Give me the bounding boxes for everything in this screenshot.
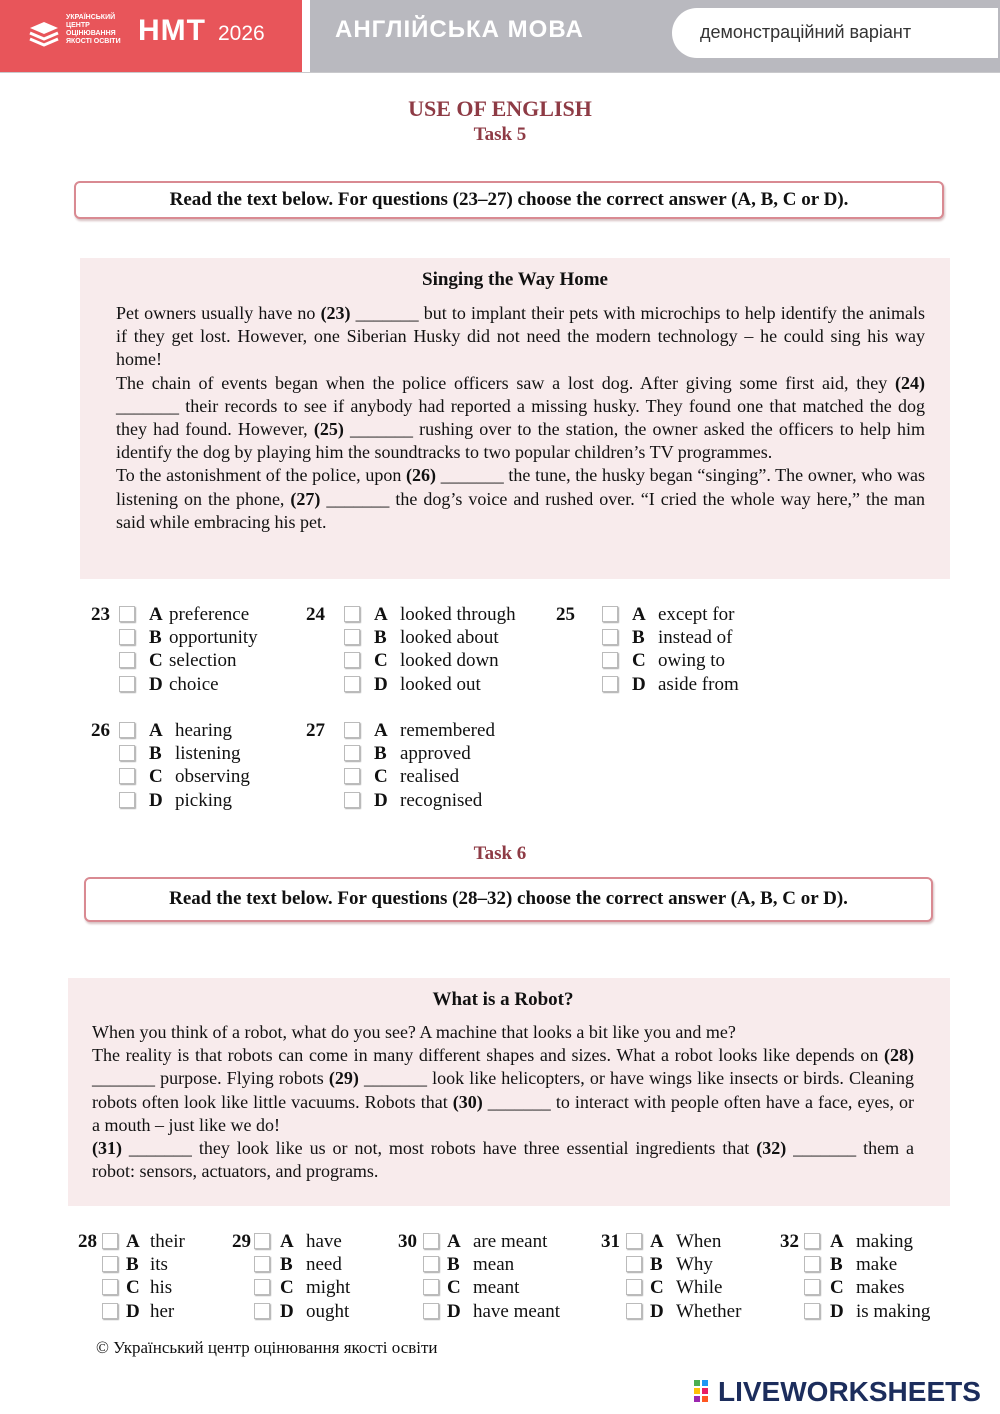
option-letter: C — [149, 766, 163, 788]
question-number: 26 — [91, 720, 110, 741]
option-letter: D — [374, 789, 388, 811]
answer-checkbox[interactable] — [423, 1303, 439, 1319]
variant-label: демонстраційний варіант — [700, 22, 912, 42]
answer-checkbox[interactable] — [804, 1303, 820, 1319]
answer-checkbox[interactable] — [626, 1256, 642, 1272]
option-row — [102, 1276, 185, 1299]
option-text: listening — [175, 743, 241, 765]
org-line: ЦЕНТР — [66, 22, 90, 29]
text: _______ they look like us or not, most robots have three essential ingredients that — [122, 1138, 757, 1159]
option-letter: D — [126, 1300, 140, 1322]
option-row — [344, 673, 516, 696]
option-letter: A — [374, 720, 388, 741]
option-row — [804, 1300, 930, 1323]
option-text: looked through — [400, 604, 516, 625]
option-text: recognised — [400, 789, 483, 811]
text: The chain of events began when the police officers saw a lost dog. After giving some first aid, they — [116, 372, 895, 393]
option-letter: A — [632, 604, 646, 625]
option-row — [626, 1230, 741, 1253]
option-row — [344, 719, 495, 742]
option-row — [344, 603, 516, 626]
answer-checkbox[interactable] — [602, 652, 618, 668]
option-text: his — [150, 1277, 173, 1299]
gap-number-31: (31) — [92, 1138, 122, 1159]
option-letter: B — [149, 743, 162, 765]
answer-checkbox[interactable] — [344, 629, 360, 645]
option-row — [804, 1253, 930, 1276]
task6-passage-box — [68, 978, 950, 1206]
option-letter: A — [149, 604, 163, 625]
option-row — [119, 626, 258, 649]
paragraph — [116, 302, 925, 372]
answer-checkbox[interactable] — [423, 1233, 439, 1249]
gap-number-25: (25) — [313, 419, 344, 440]
question-number: 27 — [306, 720, 325, 741]
option-text: makes — [856, 1277, 905, 1299]
option-row — [119, 673, 258, 696]
gap-number-28: (28) — [884, 1045, 914, 1066]
paragraph — [116, 464, 925, 534]
option-letter: D — [280, 1300, 294, 1322]
option-row — [102, 1230, 185, 1253]
gap-number-27: (27) — [290, 488, 321, 509]
option-letter: A — [650, 1231, 664, 1252]
option-letter: A — [447, 1231, 461, 1252]
option-text: need — [306, 1254, 342, 1276]
answer-checkbox[interactable] — [344, 606, 360, 622]
option-row — [119, 719, 250, 742]
option-letter: D — [149, 789, 163, 811]
section-title: USE OF ENGLISH — [408, 96, 592, 121]
answer-checkbox[interactable] — [804, 1233, 820, 1249]
question-number: 32 — [780, 1231, 799, 1252]
option-text: opportunity — [169, 627, 258, 649]
option-letter: C — [149, 650, 163, 672]
text: Pet owners usually have no — [116, 303, 321, 323]
answer-checkbox[interactable] — [102, 1256, 118, 1272]
answer-checkbox[interactable] — [344, 792, 360, 808]
option-letter: D — [447, 1300, 461, 1322]
org-line: УКРАЇНСЬКИЙ — [66, 14, 116, 21]
org-name — [66, 14, 136, 46]
option-text: are meant — [473, 1231, 548, 1252]
question-number: 25 — [556, 604, 575, 625]
option-text: picking — [175, 789, 232, 811]
gap-number-23: (23) — [320, 303, 351, 323]
option-text: While — [676, 1277, 723, 1299]
option-text: its — [150, 1254, 168, 1276]
option-row — [626, 1253, 741, 1276]
org-line: ОЦІНЮВАННЯ — [66, 30, 116, 37]
option-row — [344, 626, 516, 649]
option-text: Whether — [676, 1300, 742, 1322]
answer-checkbox[interactable] — [344, 722, 360, 738]
option-row — [102, 1253, 185, 1276]
option-row — [602, 603, 739, 626]
option-letter: C — [374, 650, 388, 672]
option-row — [254, 1253, 350, 1276]
answer-checkbox[interactable] — [119, 606, 135, 622]
answer-checkbox[interactable] — [423, 1279, 439, 1295]
subject-title: АНГЛІЙСЬКА МОВА — [335, 16, 584, 43]
option-row — [423, 1230, 560, 1253]
exam-name: НМТ — [138, 14, 206, 47]
option-text: hearing — [175, 720, 232, 741]
copyright-notice: © Український центр оцінювання якості освіти — [96, 1338, 438, 1357]
option-letter: D — [632, 673, 646, 695]
gap-number-32: (32) — [756, 1138, 787, 1159]
answer-checkbox[interactable] — [804, 1279, 820, 1295]
gap-number-29: (29) — [328, 1068, 359, 1089]
header-divider — [0, 72, 1000, 73]
answer-checkbox[interactable] — [254, 1256, 270, 1272]
text: _______ their records to see if anybody had reported a missing husky. They found one that matched the dog they had found. However, — [116, 395, 925, 440]
option-row — [626, 1276, 741, 1299]
option-row — [119, 765, 250, 788]
question-number: 28 — [78, 1231, 97, 1252]
option-letter: D — [374, 673, 388, 695]
option-row — [804, 1230, 930, 1253]
option-text: is making — [856, 1300, 931, 1322]
option-row — [344, 765, 495, 788]
option-letter: B — [632, 627, 645, 649]
task5-passage-title: Singing the Way Home — [422, 269, 608, 290]
option-text: remembered — [400, 720, 495, 741]
task5-passage-box — [80, 258, 950, 579]
option-text: meant — [473, 1277, 520, 1299]
option-row — [119, 603, 258, 626]
task6-passage-title: What is a Robot? — [432, 989, 574, 1010]
option-text: observing — [175, 766, 250, 788]
liveworksheets-brand: LIVEWORKSHEETS — [718, 1376, 981, 1407]
task5-title: Task 5 — [473, 124, 527, 145]
text: _______ them a robot: sensors, actuators, and programs. — [92, 1138, 914, 1182]
answer-checkbox[interactable] — [344, 768, 360, 784]
answer-checkbox[interactable] — [119, 792, 135, 808]
option-row — [344, 649, 516, 672]
option-text: When — [676, 1231, 722, 1252]
option-text: approved — [400, 743, 471, 765]
org-line: ЯКОСТІ ОСВІТИ — [66, 38, 121, 45]
option-row — [344, 789, 495, 812]
option-row — [423, 1253, 560, 1276]
option-row — [423, 1276, 560, 1299]
gap-number-30: (30) — [452, 1091, 483, 1112]
gap-number-26: (26) — [406, 465, 437, 486]
paragraph — [92, 1044, 914, 1137]
option-row — [344, 742, 495, 765]
option-row — [102, 1300, 185, 1323]
option-letter: B — [126, 1254, 139, 1276]
option-letter: A — [280, 1231, 294, 1252]
option-letter: B — [830, 1254, 843, 1276]
answer-checkbox[interactable] — [119, 768, 135, 784]
answer-checkbox[interactable] — [102, 1279, 118, 1295]
option-letter: A — [830, 1231, 844, 1252]
option-text: ought — [306, 1300, 350, 1322]
answer-checkbox[interactable] — [626, 1303, 642, 1319]
option-letter: D — [149, 673, 163, 695]
option-letter: B — [650, 1254, 663, 1276]
answer-checkbox[interactable] — [254, 1233, 270, 1249]
answer-checkbox[interactable] — [344, 676, 360, 692]
answer-checkbox[interactable] — [254, 1279, 270, 1295]
option-text: her — [150, 1300, 175, 1322]
answer-checkbox[interactable] — [119, 722, 135, 738]
answer-checkbox[interactable] — [423, 1256, 439, 1272]
answer-checkbox[interactable] — [254, 1303, 270, 1319]
question-number: 23 — [91, 604, 110, 625]
option-row — [602, 649, 739, 672]
text: _______ the tune, the husky began “singing”. The owner, who was listening on the phone, — [116, 465, 925, 509]
option-row — [804, 1276, 930, 1299]
paragraph: When you think of a robot, what do you see? A machine that looks a bit like you and me? — [92, 1022, 736, 1042]
question-number: 30 — [398, 1231, 417, 1252]
gap-number-24: (24) — [895, 372, 925, 393]
task6-title: Task 6 — [473, 843, 527, 864]
task5-passage-text — [116, 302, 925, 534]
option-row — [602, 626, 739, 649]
answer-checkbox[interactable] — [602, 629, 618, 645]
option-letter: C — [374, 766, 388, 788]
option-letter: A — [374, 604, 388, 625]
option-letter: B — [149, 627, 162, 649]
text: _______ look like helicopters, or have wings like insects or birds. Cleaning robots often look like little vacuums. Robots that — [92, 1068, 914, 1112]
option-text: might — [306, 1277, 351, 1299]
option-row — [254, 1230, 350, 1253]
option-text: Why — [676, 1254, 713, 1276]
option-row — [626, 1300, 741, 1323]
liveworksheets-logo-icon — [694, 1380, 716, 1402]
option-row — [119, 742, 250, 765]
text: The reality is that robots can come in many different shapes and sizes. What a robot looks like depends on — [92, 1045, 884, 1066]
option-letter: C — [830, 1277, 844, 1299]
option-text: aside from — [658, 673, 739, 695]
option-text: owing to — [658, 650, 726, 672]
option-text: their — [150, 1231, 185, 1252]
text: To the astonishment of the police, upon — [116, 465, 407, 486]
text: _______ to interact with people often have a face, eyes, or a mouth – just like we do! — [92, 1091, 914, 1135]
option-letter: B — [280, 1254, 293, 1276]
task6-passage-text — [92, 1021, 914, 1183]
option-letter: B — [374, 743, 387, 765]
option-text: mean — [473, 1254, 515, 1276]
question-number: 29 — [232, 1231, 251, 1252]
option-row — [119, 789, 250, 812]
option-row — [119, 649, 258, 672]
task6-instruction: Read the text below. For questions (28–32) choose the correct answer (A, B, C or D). — [84, 877, 933, 922]
option-letter: C — [650, 1277, 664, 1299]
text: _______ purpose. Flying robots — [92, 1068, 329, 1089]
text: _______ rushing over to the station, the owner asked the officers to help him identify the dog by playing him the soundtracks to two popular children’s TV programmes. — [116, 419, 925, 463]
answer-checkbox[interactable] — [602, 606, 618, 622]
option-letter: C — [126, 1277, 140, 1299]
option-letter: C — [280, 1277, 294, 1299]
option-row — [254, 1300, 350, 1323]
paragraph — [116, 372, 925, 465]
paragraph — [92, 1137, 914, 1183]
task5-instruction: Read the text below. For questions (23–27) choose the correct answer (A, B, C or D). — [74, 181, 944, 219]
text: _______ but to implant their pets with microchips to help identify the animals if they get lost. However, one Siberian Husky did not need the modern technology – he could sing his way home! — [116, 303, 925, 370]
answer-checkbox[interactable] — [119, 745, 135, 761]
option-text: selection — [169, 650, 237, 672]
option-text: except for — [658, 604, 735, 625]
option-letter: B — [374, 627, 387, 649]
option-row — [423, 1300, 560, 1323]
answer-checkbox[interactable] — [344, 745, 360, 761]
answer-checkbox[interactable] — [119, 676, 135, 692]
option-text: realised — [400, 766, 460, 788]
option-letter: A — [149, 720, 163, 741]
question-number: 31 — [601, 1231, 620, 1252]
question-number: 24 — [306, 604, 325, 625]
answer-checkbox[interactable] — [119, 652, 135, 668]
option-text: instead of — [658, 627, 733, 649]
answer-checkbox[interactable] — [626, 1233, 642, 1249]
option-letter: D — [650, 1300, 664, 1322]
option-text: looked about — [400, 627, 499, 649]
option-text: looked out — [400, 673, 481, 695]
exam-year: 2026 — [218, 22, 265, 45]
option-text: choice — [169, 673, 219, 695]
option-letter: C — [447, 1277, 461, 1299]
option-text: have meant — [473, 1300, 561, 1322]
answer-checkbox[interactable] — [102, 1233, 118, 1249]
option-row — [602, 673, 739, 696]
text: _______ the dog’s voice and rushed over. “I cried the whole way here,” the man said while embracing his pet. — [116, 488, 925, 532]
option-text: looked down — [400, 650, 499, 672]
answer-checkbox[interactable] — [602, 676, 618, 692]
answer-checkbox[interactable] — [804, 1256, 820, 1272]
option-text: preference — [169, 604, 250, 625]
option-text: make — [856, 1254, 898, 1276]
option-row — [254, 1276, 350, 1299]
answer-checkbox[interactable] — [344, 652, 360, 668]
option-letter: B — [447, 1254, 460, 1276]
option-letter: D — [830, 1300, 844, 1322]
book-logo-icon — [28, 18, 60, 50]
option-text: making — [856, 1231, 913, 1252]
answer-checkbox[interactable] — [102, 1303, 118, 1319]
option-letter: A — [126, 1231, 140, 1252]
answer-checkbox[interactable] — [626, 1279, 642, 1295]
option-letter: C — [632, 650, 646, 672]
answer-checkbox[interactable] — [119, 629, 135, 645]
option-text: have — [306, 1231, 342, 1252]
